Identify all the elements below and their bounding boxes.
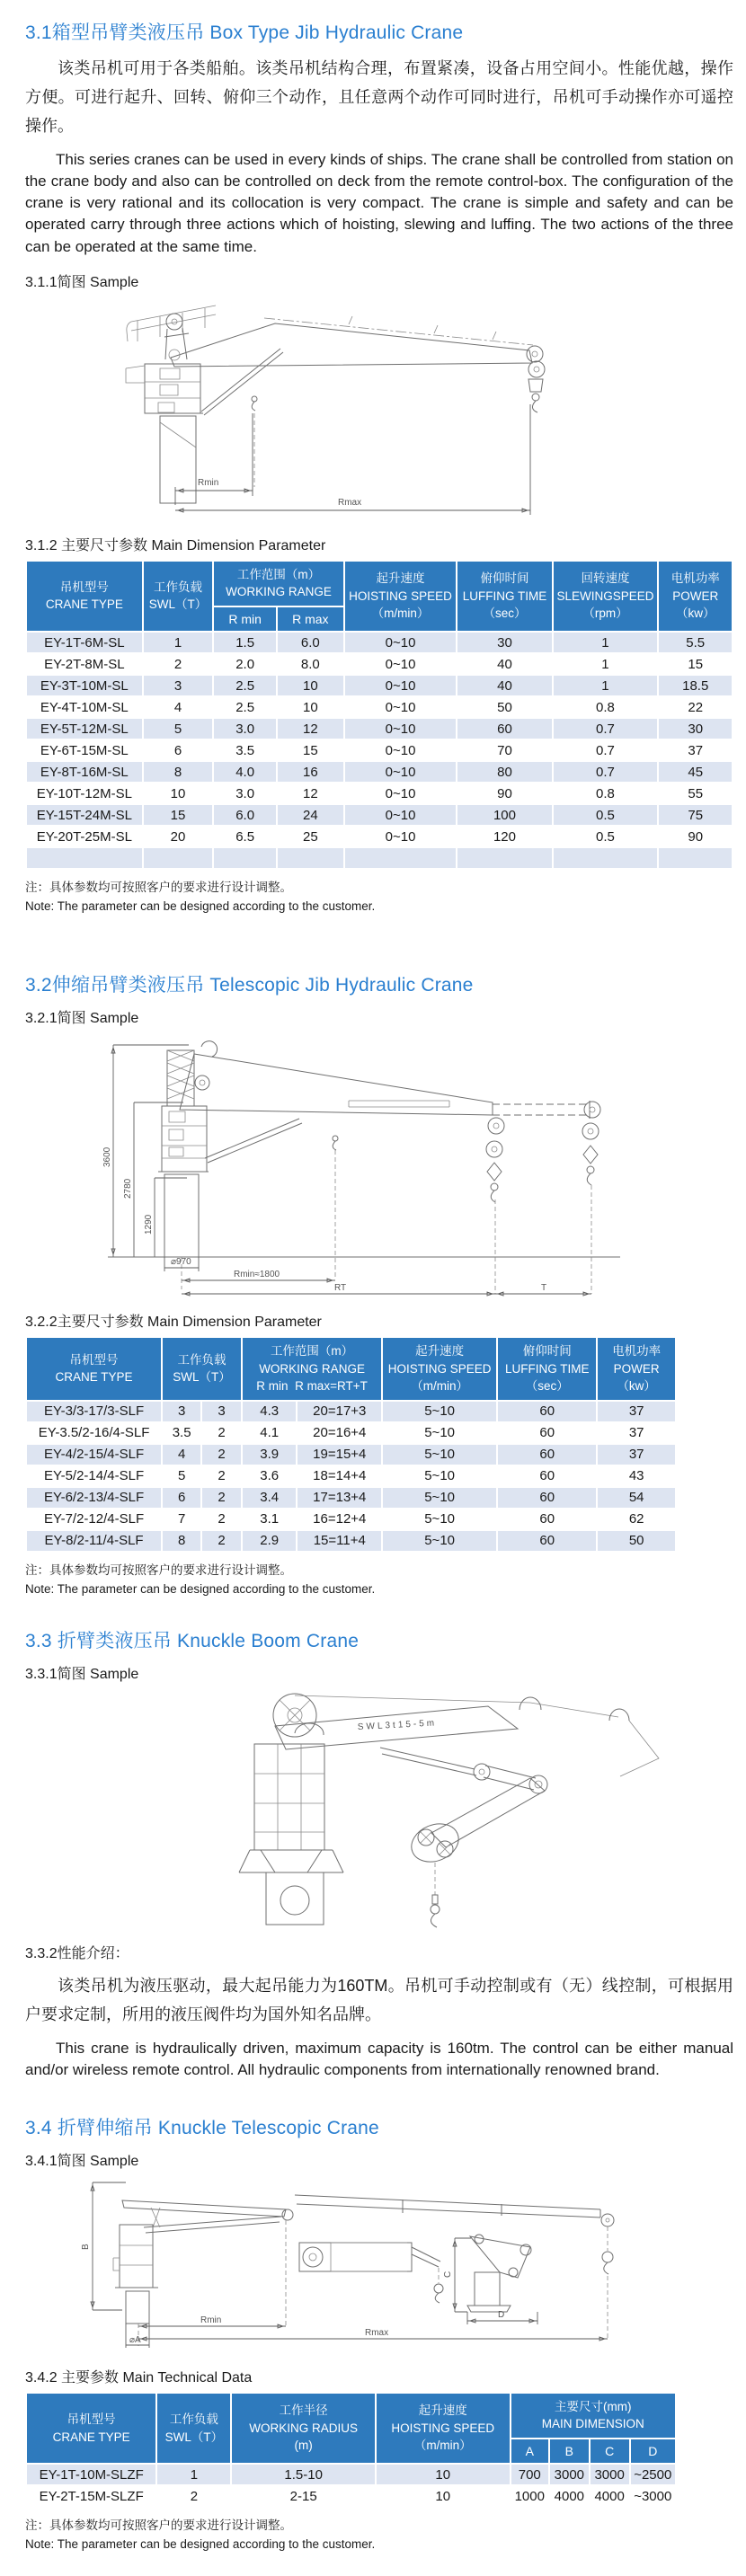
table-cell [26,847,143,869]
table-cell: 0~10 [344,826,457,847]
table-cell: 25 [277,826,344,847]
table-cell: 2 [143,653,214,675]
table-row [26,847,733,869]
table-cell: EY-15T-24M-SL [26,804,143,826]
table-cell: 3.9 [242,1444,297,1465]
table-row [26,1530,676,1552]
table-cell: EY-6/2-13/4-SLF [26,1487,162,1509]
table-cell: 12 [277,718,344,739]
table-cell: 30 [457,632,552,653]
col-header-crane-type: 吊机型号 CRANE TYPE [26,1337,162,1401]
col-header-hoisting-speed: 起升速度 HOISTING SPEED （m/min） [344,561,457,632]
col-header-main-dimension: 主要尺寸(mm) MAIN DIMENSION [511,2393,676,2439]
table-cell: 5~10 [382,1465,497,1487]
table-cell: 2.0 [213,653,277,675]
table-cell: 5~10 [382,1401,497,1422]
col-header-rmax: R max [277,606,344,632]
table-cell: 15 [658,653,733,675]
section-3-4-1-heading: 3.4.1简图 Sample [25,2153,139,2169]
table-cell: 6 [143,739,214,761]
table-cell: 3000 [549,2464,590,2485]
table-cell: 5.5 [658,632,733,653]
table-cell: 10 [376,2485,511,2507]
col-header-hoisting-speed: 起升速度 HOISTING SPEED （m/min） [382,1337,497,1401]
table-row [26,696,733,718]
table-cell: 0~10 [344,632,457,653]
section-3-1-2-heading: 3.1.2 主要尺寸参数 Main Dimension Parameter [25,537,326,553]
table-cell: EY-8/2-11/4-SLF [26,1530,162,1552]
table-note [25,2517,733,2554]
table-cell: 4000 [590,2485,630,2507]
table-cell: 15=11+4 [297,1530,382,1552]
table-cell: 6.0 [213,804,277,826]
table-note [25,879,733,916]
table-cell: 0~10 [344,761,457,783]
note-zh: 注：具体参数均可按照客户的要求进行设计调整。 [25,1562,292,1577]
table-row [26,1401,676,1422]
col-header-swl: 工作负载 SWL（T） [143,561,214,632]
table-cell: EY-1T-10M-SLZF [26,2464,156,2485]
col-header-luffing-time: 俯仰时间 LUFFING TIME （sec） [497,1337,597,1401]
table-cell: 100 [457,804,552,826]
col-header-a: A [511,2439,549,2464]
table-cell: EY-4/2-15/4-SLF [26,1444,162,1465]
table-cell: 5~10 [382,1444,497,1465]
table-cell: 1 [553,653,659,675]
dim-label-rmin: Rmin [200,2315,222,2325]
table-cell: 10 [277,696,344,718]
table-cell: 90 [658,826,733,847]
table-cell: 0.5 [553,804,659,826]
table-cell: 90 [457,783,552,804]
table-cell: 3.4 [242,1487,297,1509]
table-cell: EY-20T-25M-SL [26,826,143,847]
table-cell [277,847,344,869]
table-cell: 3.6 [242,1465,297,1487]
col-header-slewing-speed: 回转速度 SLEWINGSPEED （rpm） [553,561,659,632]
col-header-swl: 工作负载 SWL（T） [156,2393,231,2464]
table-cell: EY-5/2-14/4-SLF [26,1465,162,1487]
col-header-crane-type: 吊机型号 CRANE TYPE [26,2393,156,2464]
col-header-luffing-time: 俯仰时间 LUFFING TIME （sec） [457,561,552,632]
table-cell: 1.5 [213,632,277,653]
note-zh: 注：具体参数均可按照客户的要求进行设计调整。 [25,881,292,895]
table-row [26,653,733,675]
main-technical-data-table [25,2392,677,2508]
boom-swl-label: SWL3t15-5m [357,1717,438,1732]
table-cell: 3.5 [213,739,277,761]
table-cell: EY-6T-15M-SL [26,739,143,761]
box-jib-crane-drawing [25,297,733,521]
table-cell: EY-1T-6M-SL [26,632,143,653]
table-row [26,2464,676,2485]
col-header-hoisting-speed: 起升速度 HOISTING SPEED （m/min） [376,2393,511,2464]
table-cell: 30 [658,718,733,739]
table-row [26,632,733,653]
section-3-3-paragraph-en: This crane is hydraulically driven, maximum capacity is 160tm. The control can be either manual and/or wireless remote control. All hydraulic components from internationally renowned brand. [25,2039,733,2078]
table-row [26,761,733,783]
main-dimension-table-box-jib [25,560,733,870]
table-cell [457,847,552,869]
dim-label-dia970: ⌀970 [171,1256,191,1267]
section-3-4-2-heading: 3.4.2 主要参数 Main Technical Data [25,2369,253,2386]
table-row [26,1487,676,1509]
dim-label-3600: 3600 [102,1146,112,1167]
section-3-1-title: 3.1箱型吊臂类液压吊 Box Type Jib Hydraulic Crane [25,22,464,43]
table-cell: 0~10 [344,739,457,761]
table-cell: 60 [497,1465,597,1487]
table-cell: 2 [201,1444,242,1465]
section-3-3-paragraph-zh: 该类吊机为液压驱动，最大起吊能力为160TM。吊机可手动控制或有（无）线控制，可根据用户要求定制，所用的液压阀件均为国外知名品牌。 [25,1976,733,2023]
table-cell: EY-4T-10M-SL [26,696,143,718]
table-cell: 3.0 [213,718,277,739]
table-cell: 3 [143,675,214,696]
table-cell: 70 [457,739,552,761]
table-cell: 37 [658,739,733,761]
dim-label-rmin1800: Rmin≈1800 [234,1269,280,1279]
table-cell: 20 [143,826,214,847]
table-cell: 40 [457,653,552,675]
table-cell: 20=17+3 [297,1401,382,1422]
table-cell: 60 [457,718,552,739]
table-cell: 0~10 [344,783,457,804]
table-cell: 2 [201,1509,242,1530]
table-cell: 50 [457,696,552,718]
table-cell: 62 [597,1509,676,1530]
table-cell: EY-7/2-12/4-SLF [26,1509,162,1530]
table-row [26,1465,676,1487]
table-cell: EY-8T-16M-SL [26,761,143,783]
table-row [26,739,733,761]
table-cell: 0.5 [553,826,659,847]
table-cell: 8 [143,761,214,783]
table-cell: 5~10 [382,1487,497,1509]
table-cell: 2 [201,1465,242,1487]
table-row [26,2485,676,2507]
section-3-1-paragraph-en: This series cranes can be used in every kinds of ships. The crane shall be controlled from station on the crane body and also can be controlled on deck from the remote control-box. The configuration of the crane is very rational and its collocation is very compact. The crane is simple and safety and can be operated carry through three actions which of hoisting, slewing and luffing. The two actions of the three can be operated at the same time. [25,151,733,255]
table-cell: 2-15 [231,2485,375,2507]
dim-label-dia-a: ⌀A [129,2334,141,2345]
table-cell: EY-10T-12M-SL [26,783,143,804]
table-cell: 6 [162,1487,201,1509]
table-cell: 75 [658,804,733,826]
table-cell: EY-3.5/2-16/4-SLF [26,1422,162,1444]
table-row [26,1444,676,1465]
col-header-crane-type: 吊机型号 CRANE TYPE [26,561,143,632]
table-cell: 4000 [549,2485,590,2507]
table-cell [213,847,277,869]
table-cell: 2.5 [213,696,277,718]
table-cell: 700 [511,2464,549,2485]
table-cell: 60 [497,1444,597,1465]
col-header-rmax: R max=RT+T [295,1379,368,1394]
dim-label-rmax: Rmax [338,497,362,508]
table-cell: 16 [277,761,344,783]
section-3-2-1-heading: 3.2.1简图 Sample [25,1010,139,1026]
dim-label-c: C [443,2271,453,2278]
table-cell: 37 [597,1422,676,1444]
table-cell: 0~10 [344,718,457,739]
table-cell [553,847,659,869]
table-cell: 20=16+4 [297,1422,382,1444]
table-cell: 12 [277,783,344,804]
table-cell: 2.9 [242,1530,297,1552]
section-3-1-1-heading: 3.1.1简图 Sample [25,274,139,290]
table-cell: EY-2T-8M-SL [26,653,143,675]
table-cell: 16=12+4 [297,1509,382,1530]
table-cell [344,847,457,869]
table-cell: 6.0 [277,632,344,653]
section-3-4-title: 3.4 折臂伸缩吊 Knuckle Telescopic Crane [25,2117,379,2138]
table-cell: EY-2T-15M-SLZF [26,2485,156,2507]
table-cell: 19=15+4 [297,1444,382,1465]
knuckle-boom-crane-drawing [25,1688,733,1929]
dim-label-2780: 2780 [123,1178,133,1199]
table-cell: 4.3 [242,1401,297,1422]
dim-label-b: B [81,2244,91,2250]
col-header-d: D [630,2439,676,2464]
note-en: Note: The parameter can be designed according to the customer. [25,2537,376,2552]
main-dimension-table-telescopic [25,1336,677,1553]
table-cell: 3000 [590,2464,630,2485]
table-cell: 1.5-10 [231,2464,375,2485]
table-cell: 0.7 [553,739,659,761]
table-cell: 4 [162,1444,201,1465]
table-cell: 37 [597,1444,676,1465]
table-row [26,804,733,826]
col-header-c: C [590,2439,630,2464]
table-cell: 60 [497,1509,597,1530]
table-cell: ~3000 [630,2485,676,2507]
table-cell: 2 [201,1422,242,1444]
table-cell: 8.0 [277,653,344,675]
table-row [26,1509,676,1530]
table-cell: 80 [457,761,552,783]
table-cell: EY-3T-10M-SL [26,675,143,696]
table-cell: 2 [201,1530,242,1552]
table-cell: 10 [376,2464,511,2485]
table-cell: 43 [597,1465,676,1487]
table-cell: 4.1 [242,1422,297,1444]
table-cell: 5 [162,1465,201,1487]
table-cell: 10 [143,783,214,804]
table-cell: 1 [143,632,214,653]
table-cell: 4.0 [213,761,277,783]
col-header-rmin: R min [256,1379,289,1394]
table-cell: 15 [277,739,344,761]
table-cell: 3 [162,1401,201,1422]
col-header-b: B [549,2439,590,2464]
table-cell: 3.0 [213,783,277,804]
col-header-working-radius: 工作半径 WORKING RADIUS (m) [231,2393,375,2464]
table-cell: 0.7 [553,761,659,783]
dim-label-d: D [498,2309,505,2320]
dim-label-rt: RT [334,1282,347,1293]
col-header-rmin: R min [213,606,277,632]
table-cell: 6.5 [213,826,277,847]
table-cell: 3 [201,1401,242,1422]
table-cell [658,847,733,869]
table-cell: 60 [497,1487,597,1509]
table-cell: 18.5 [658,675,733,696]
table-cell: 4 [143,696,214,718]
table-cell: 18=14+4 [297,1465,382,1487]
table-cell: 0~10 [344,653,457,675]
section-3-3-title: 3.3 折臂类液压吊 Knuckle Boom Crane [25,1630,360,1651]
note-en: Note: The parameter can be designed according to the customer. [25,1581,376,1596]
table-cell: 0~10 [344,675,457,696]
table-cell: 0.8 [553,696,659,718]
table-cell: 2 [201,1487,242,1509]
section-3-2-2-heading: 3.2.2主要尺寸参数 Main Dimension Parameter [25,1314,322,1330]
table-cell: 17=13+4 [297,1487,382,1509]
dim-label-rmax: Rmax [365,2327,389,2338]
table-cell: 37 [597,1401,676,1422]
table-cell: 54 [597,1487,676,1509]
table-cell: 2.5 [213,675,277,696]
table-cell: 0.8 [553,783,659,804]
table-row [26,718,733,739]
section-3-2-title: 3.2伸缩吊臂类液压吊 Telescopic Jib Hydraulic Crane [25,974,474,996]
dim-label-rmin: Rmin [198,477,219,488]
col-header-power: 电机功率 POWER （kw） [658,561,733,632]
table-cell [143,847,214,869]
table-cell: 55 [658,783,733,804]
table-cell: 5~10 [382,1530,497,1552]
dim-label-1290: 1290 [144,1214,154,1235]
section-3-3-1-heading: 3.3.1简图 Sample [25,1666,139,1682]
table-cell: 2 [156,2485,231,2507]
table-cell: 60 [497,1401,597,1422]
table-note [25,1562,733,1599]
table-cell: 0.7 [553,718,659,739]
table-cell: ~2500 [630,2464,676,2485]
table-cell: 5~10 [382,1422,497,1444]
table-row [26,783,733,804]
col-header-swl: 工作负载 SWL（T） [162,1337,242,1401]
table-cell: EY-3/3-17/3-SLF [26,1401,162,1422]
table-cell: 7 [162,1509,201,1530]
note-en: Note: The parameter can be designed according to the customer. [25,899,376,914]
table-cell: 5 [143,718,214,739]
table-cell: 1 [156,2464,231,2485]
table-row [26,1422,676,1444]
table-cell: 1 [553,632,659,653]
table-row [26,826,733,847]
table-cell: 3.1 [242,1509,297,1530]
table-cell: 0~10 [344,804,457,826]
note-zh: 注：具体参数均可按照客户的要求进行设计调整。 [25,2518,292,2533]
table-cell: 5~10 [382,1509,497,1530]
table-cell: 15 [143,804,214,826]
section-3-3-2-heading: 3.3.2性能介绍： [25,1945,129,1961]
table-cell: 60 [497,1422,597,1444]
table-cell: 40 [457,675,552,696]
col-header-power: 电机功率 POWER （kw） [597,1337,676,1401]
col-header-working-range: 工作范围（m） WORKING RANGE R min R max=RT+T [242,1337,382,1401]
dim-label-t: T [541,1282,547,1293]
col-header-working-range: 工作范围（m） WORKING RANGE [213,561,343,606]
table-row [26,675,733,696]
table-cell: 8 [162,1530,201,1552]
table-cell: EY-5T-12M-SL [26,718,143,739]
knuckle-telescopic-crane-drawing [25,2175,733,2353]
table-cell: 3.5 [162,1422,201,1444]
table-cell: 50 [597,1530,676,1552]
table-cell: 10 [277,675,344,696]
table-cell: 1 [553,675,659,696]
telescopic-jib-crane-drawing [25,1032,733,1297]
table-cell: 22 [658,696,733,718]
table-cell: 0~10 [344,696,457,718]
table-cell: 120 [457,826,552,847]
table-cell: 45 [658,761,733,783]
table-cell: 1000 [511,2485,549,2507]
section-3-1-paragraph-zh: 该类吊机可用于各类船舶。该类吊机结构合理，布置紧凑，设备占用空间小。性能优越，操作方便。可进行起升、回转、俯仰三个动作，且任意两个动作可同时进行，吊机可手动操作亦可遥控操作。 [25,59,733,136]
table-cell: 60 [497,1530,597,1552]
table-cell: 24 [277,804,344,826]
